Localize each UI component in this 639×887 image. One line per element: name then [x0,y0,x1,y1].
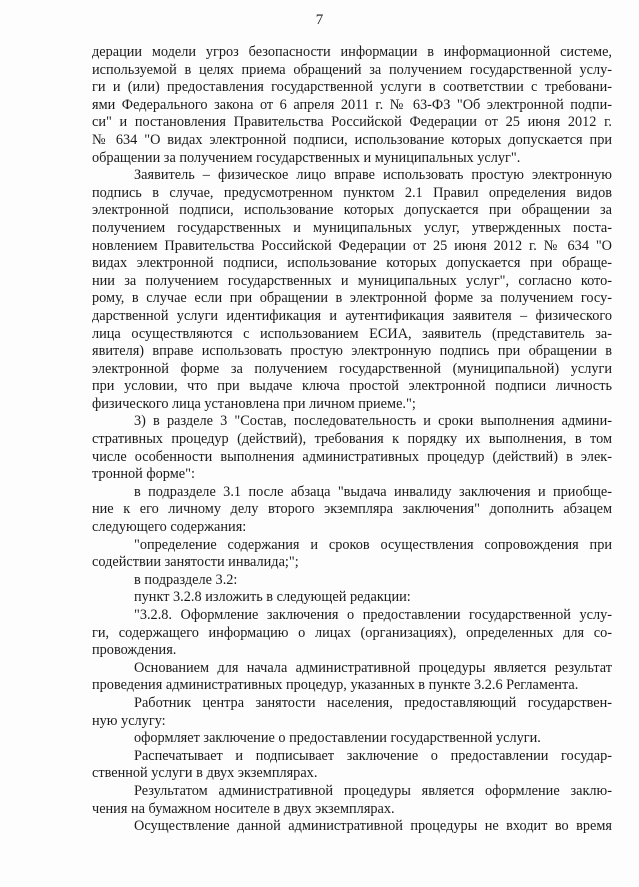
text-line: ями Федерального закона от 6 апреля 2011 г. № 63-ФЗ "Об электронной подпи- [92,96,612,113]
text-line: 3) в разделе 3 "Состав, последовательность и сроки выполнения админи- [134,413,612,430]
text-line: ги, содержащего информацию о лицах (организациях), определенных для со- [92,624,612,641]
text-line: подпись в случае, предусмотренном пунктом 2.1 Правил определения видов [92,184,612,201]
text-line: новлением Правительства Российской Федерации от 25 июня 2012 г. № 634 "О [92,237,612,254]
text-line: ги и (или) предоставления государственной услуги в соответствии с требовани- [92,79,612,96]
text-line: Основанием для начала административной процедуры является результат [134,659,612,676]
text-line: в подразделе 3.2: [134,571,238,588]
text-line: видах электронной подписи, использование которых допускается при обраще- [92,255,612,272]
text-line: в подразделе 3.1 после абзаца "выдача инвалиду заключения и приобще- [134,483,612,500]
text-line: обращении за получением государственных и муниципальных услуг". [92,149,521,166]
text-line: получением государственных и муниципальных услуг, утвержденных поста- [92,219,612,236]
text-line: ственной услуги в двух экземплярах. [92,765,318,782]
text-line: при условии, что при выдаче ключа простой электронной подписи личность [92,378,612,395]
text-line: ние к его личному делу второго экземпляра заключения" дополнить абзацем [92,501,612,518]
text-line: стративных процедур (действий), требования к порядку их выполнения, в том [92,431,612,448]
text-line: Распечатывает и подписывает заключение о предоставлении государ- [134,747,612,764]
body-text [92,44,612,836]
text-line: проведения административных процедур, указанных в пункте 3.2.6 Регламента. [92,677,579,694]
text-line: числе особенности выполнения административных процедур (действий) в элек- [92,448,612,465]
text-line: "определение содержания и сроков осуществления сопровождения при [134,536,612,553]
text-line: Работник центра занятости населения, предоставляющий государствен- [134,694,612,711]
text-line: дерации модели угроз безопасности информации в информационной системе, [92,44,612,60]
text-line: дарственной услуги идентификация и аутентификация заявителя – физического [92,307,612,324]
text-line: электронной подписи, использование которых допускается при обращении за [92,202,612,219]
text-line: явителя) вправе использовать простую электронную подпись при обращении в [92,343,612,360]
text-line: следующего содержания: [92,519,247,536]
text-line: рому, в случае если при обращении в электронной форме за получением госу- [92,290,612,307]
text-line: тронной форме": [92,466,195,483]
text-line: используемой в целях приема обращений за получением государственной услу- [92,61,612,78]
text-line: Заявитель – физическое лицо вправе использовать простую электронную [134,167,612,184]
text-line: провождения. [92,642,177,659]
text-line: содействии занятости инвалида;"; [92,554,299,571]
page-number: 7 [315,12,324,28]
text-line: си" и постановления Правительства Российской Федерации от 25 июня 2012 г. [92,114,612,131]
text-line: оформляет заключение о предоставлении государственной услуги. [134,730,541,747]
text-line: ную услугу: [92,712,166,729]
text-line: Результатом административной процедуры является оформление заклю- [134,782,612,799]
text-line: физического лица установлена при личном приеме."; [92,395,416,412]
text-line: лица осуществляются с использованием ЕСИА, заявитель (представитель за- [92,325,612,342]
text-line: пункт 3.2.8 изложить в следующей редакции: [134,589,411,606]
text-line: электронной форме за получением государственной (муниципальной) услуги [92,360,612,377]
text-line: нии за получением государственных и муниципальных услуг", согласно кото- [92,272,612,289]
text-line: чения на бумажном носителе в двух экземплярах. [92,800,395,817]
text-line: Осуществление данной административной процедуры не входит во время [134,818,612,835]
text-line: "3.2.8. Оформление заключения о предоставлении государственной услу- [134,607,612,623]
text-line: № 634 "О видах электронной подписи, использование которых допускается при [92,131,612,148]
